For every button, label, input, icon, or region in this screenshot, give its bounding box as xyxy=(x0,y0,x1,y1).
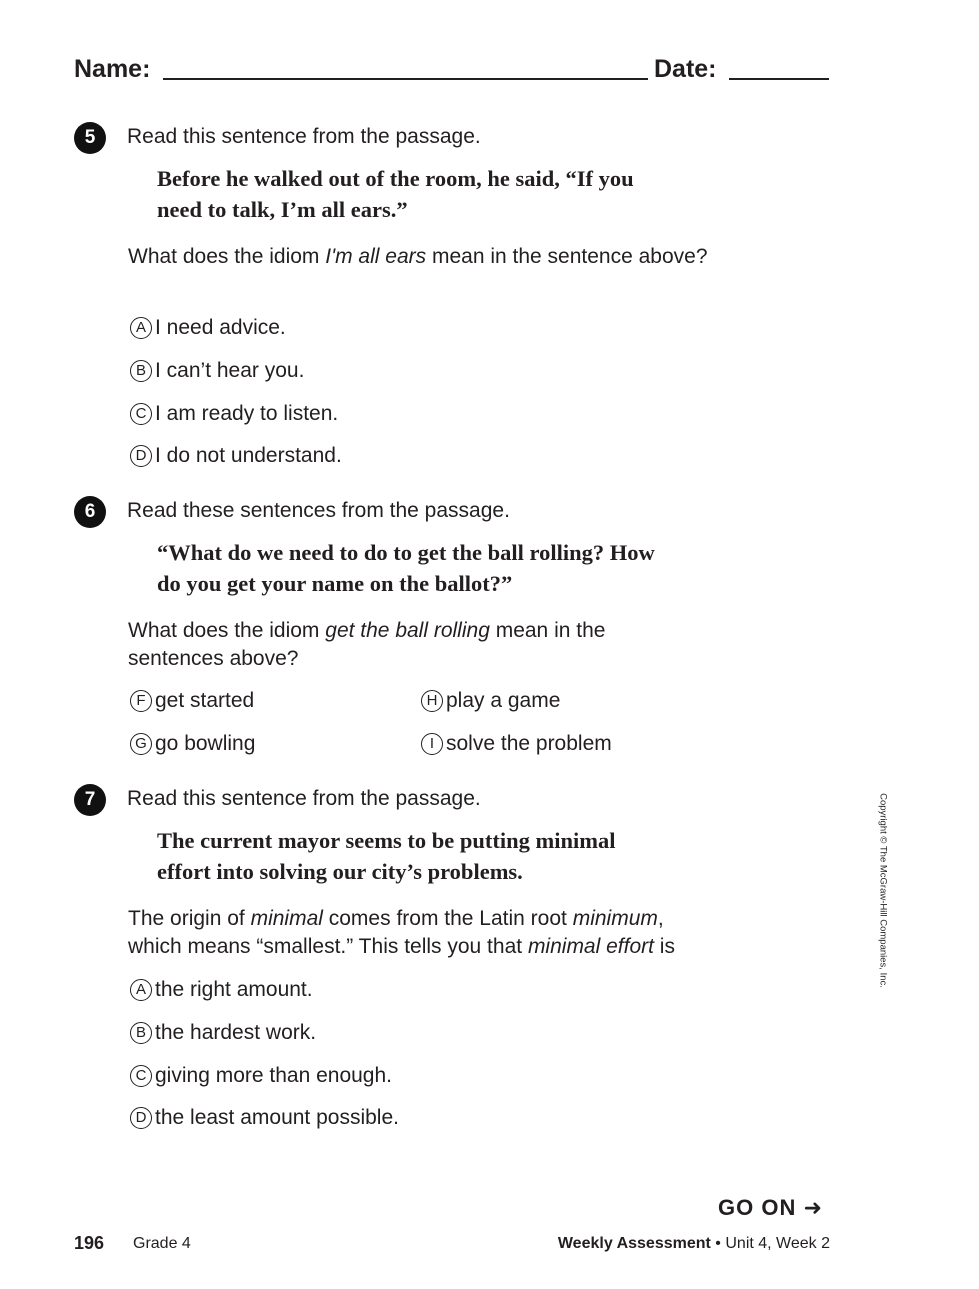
quote-line: effort into solving our city’s problems. xyxy=(157,859,523,884)
answer-choice-b[interactable] xyxy=(130,1019,316,1047)
stem-text: is xyxy=(653,935,675,958)
answer-bubble[interactable]: C xyxy=(130,1065,152,1087)
answer-bubble[interactable]: I xyxy=(421,733,443,755)
question-prompt: Read these sentences from the passage. xyxy=(127,499,510,522)
stem-text: mean in the sentences above? xyxy=(128,619,606,670)
answer-choice-b[interactable] xyxy=(130,357,304,385)
question-prompt: Read this sentence from the passage. xyxy=(127,787,481,810)
choice-text: the hardest work. xyxy=(155,1021,317,1044)
assessment-info xyxy=(558,1234,830,1254)
choice-text: get started xyxy=(155,689,255,712)
choice-text: play a game xyxy=(446,689,561,712)
answer-choice-h[interactable] xyxy=(421,687,560,715)
date-line[interactable] xyxy=(729,78,829,80)
stem-phrase: minimal effort xyxy=(527,935,654,958)
stem-idiom: get the ball rolling xyxy=(325,619,490,642)
answer-choice-d[interactable] xyxy=(130,1104,399,1132)
quote-line: need to talk, I’m all ears.” xyxy=(157,197,408,222)
date-label: Date: xyxy=(654,55,717,83)
choice-text: the right amount. xyxy=(155,978,313,1001)
choice-text: giving more than enough. xyxy=(155,1064,392,1087)
question-number-badge: 6 xyxy=(74,496,106,528)
question-stem xyxy=(128,905,748,961)
choice-text: I am ready to listen. xyxy=(155,402,339,425)
stem-text: What does the idiom xyxy=(128,245,326,268)
assessment-title: Weekly Assessment xyxy=(557,1235,711,1252)
question-prompt: Read this sentence from the passage. xyxy=(127,125,481,148)
copyright-notice: Copyright © The McGraw-Hill Companies, Inc. xyxy=(877,793,889,988)
passage-quote xyxy=(157,163,717,225)
question-number-badge: 5 xyxy=(74,122,106,154)
go-on-label xyxy=(718,1195,823,1221)
bullet-separator: • xyxy=(715,1235,721,1252)
question-stem xyxy=(128,243,718,271)
stem-term: minimal xyxy=(250,907,323,930)
stem-line xyxy=(128,933,748,961)
quote-line: do you get your name on the ballot?” xyxy=(157,571,513,596)
answer-bubble[interactable]: F xyxy=(130,690,152,712)
arrow-right-icon: ➜ xyxy=(803,1195,823,1220)
answer-bubble[interactable]: C xyxy=(130,403,152,425)
stem-root: minimum xyxy=(572,907,658,930)
stem-text: What does the idiom xyxy=(128,619,326,642)
answer-choice-c[interactable] xyxy=(130,1062,392,1090)
answer-bubble[interactable]: B xyxy=(130,1022,152,1044)
stem-text: which means “smallest.” This tells you that xyxy=(128,935,528,958)
answer-choice-c[interactable] xyxy=(130,400,338,428)
grade-label: Grade 4 xyxy=(133,1235,191,1252)
answer-choice-i[interactable] xyxy=(421,730,612,758)
stem-text: The origin of xyxy=(128,907,251,930)
choice-text: solve the problem xyxy=(446,732,612,755)
answer-bubble[interactable]: H xyxy=(421,690,443,712)
answer-choice-a[interactable] xyxy=(130,976,313,1004)
choice-text: go bowling xyxy=(155,732,256,755)
answer-choice-d[interactable] xyxy=(130,442,342,470)
go-on-text: GO ON xyxy=(718,1195,797,1220)
stem-text: mean in the sentence above? xyxy=(426,245,708,268)
question-number-badge: 7 xyxy=(74,784,106,816)
answer-bubble[interactable]: A xyxy=(130,979,152,1001)
choice-text: the least amount possible. xyxy=(155,1106,399,1129)
name-line[interactable] xyxy=(163,78,648,80)
stem-idiom: I'm all ears xyxy=(325,245,427,268)
quote-line: “What do we need to do to get the ball rolling? How xyxy=(157,540,655,565)
stem-text: comes from the Latin root xyxy=(322,907,573,930)
unit-week: Unit 4, Week 2 xyxy=(725,1235,830,1252)
quote-line: The current mayor seems to be putting minimal xyxy=(157,828,616,853)
stem-text: , xyxy=(657,907,664,930)
answer-choice-g[interactable] xyxy=(130,730,255,758)
answer-bubble[interactable]: A xyxy=(130,317,152,339)
page-number: 196 xyxy=(74,1233,105,1253)
name-label: Name: xyxy=(74,55,151,83)
choice-text: I need advice. xyxy=(155,316,286,339)
answer-bubble[interactable]: D xyxy=(130,1107,152,1129)
choice-text: I do not understand. xyxy=(155,444,342,467)
answer-bubble[interactable]: D xyxy=(130,445,152,467)
answer-choice-a[interactable] xyxy=(130,314,286,342)
choice-text: I can’t hear you. xyxy=(155,359,305,382)
question-stem xyxy=(128,617,698,673)
quote-line: Before he walked out of the room, he said, “If you xyxy=(157,166,634,191)
passage-quote xyxy=(157,825,717,887)
answer-choice-f[interactable] xyxy=(130,687,254,715)
answer-bubble[interactable]: B xyxy=(130,360,152,382)
stem-line xyxy=(128,905,748,933)
answer-bubble[interactable]: G xyxy=(130,733,152,755)
passage-quote xyxy=(157,537,737,599)
